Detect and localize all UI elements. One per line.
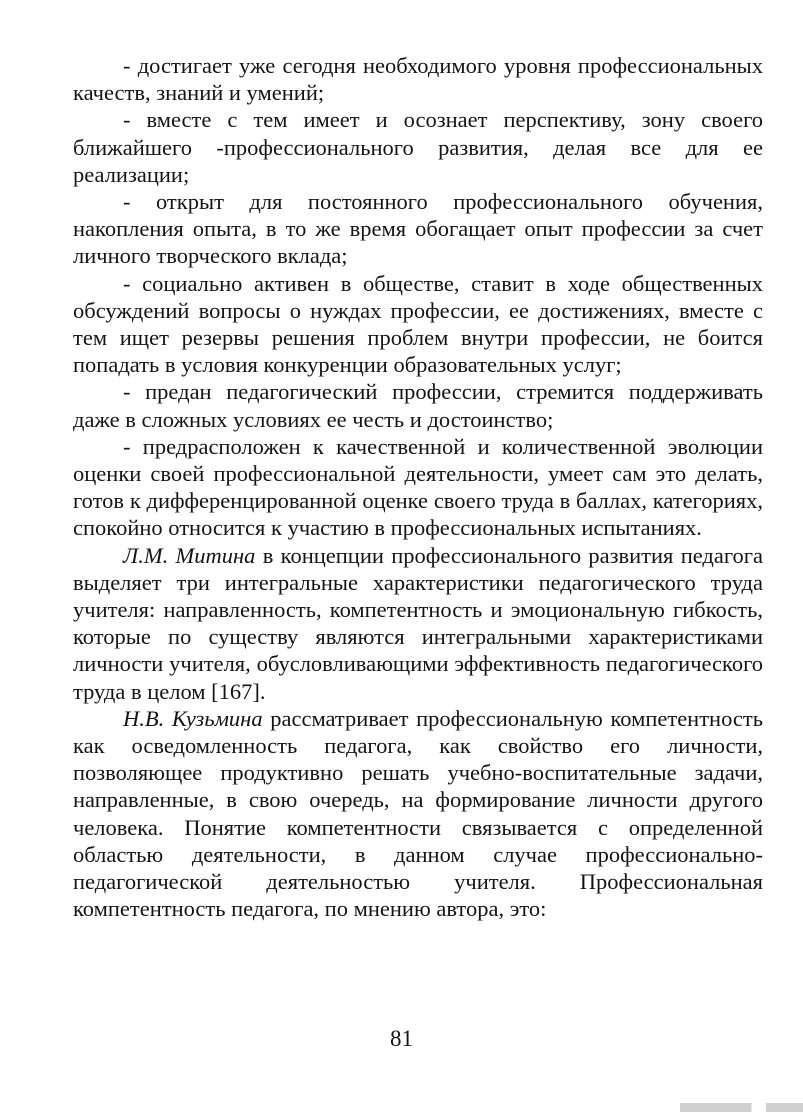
list-item-6: - предрасположен к качественной и количественной эволюции оценки своей профессиональной деятельности, умеет сам это делать, готов к дифференцированной оценке своего труда в баллах, категориях, спокойно относится к участию в профессиональных испытаниях. [73, 433, 763, 541]
paragraph-text: в концепции профессионального развития педагога выделяет три интегральные характеристики педагогического труда учителя: направленность, компетентность и эмоциональную гибкость, которые по существу являются интегральными характеристиками личности учителя, обусловливающими эффективность педагогического труда в целом [167]. [73, 542, 763, 704]
body-text [73, 52, 763, 923]
list-item-1: - достигает уже сегодня необходимого уровня профессиональных качеств, знаний и умений; [73, 53, 763, 106]
list-item-3: - открыт для постоянного профессионального обучения, накопления опыта, в то же время обогащает опыт профессии за счет личного творческого вклада; [73, 189, 763, 269]
paragraph-kuzmina [73, 705, 763, 923]
list-item-4: - социально активен в обществе, ставит в ходе общественных обсуждений вопросы о нуждах профессии, ее достижениях, вместе с тем ищет резервы решения проблем внутри профессии, не боится попадать в условия конкуренции образовательных услуг; [73, 270, 763, 378]
list-item-2: - вместе с тем имеет и осознает перспективу, зону своего ближайшего -профессионального развития, делая все для ее реализации; [73, 107, 763, 187]
author-name: Н.В. Кузьмина [123, 705, 263, 731]
list-item-5: - предан педагогический профессии, стремится поддерживать даже в сложных условиях ее честь и достоинство; [73, 379, 763, 432]
paragraph-mitina [73, 542, 763, 705]
page-number: 81 [390, 1026, 413, 1051]
author-name: Л.М. Митина [123, 542, 256, 568]
paragraph-text: рассматривает профессиональную компетентность как осведомленность педагога, как свойство его личности, позволяющее продуктивно решать учебно-воспитательные задачи, направленные, в свою очередь, на формирование личности другого человека. Понятие компетентности связывается с определенной областью деятельности, в данном случае профессионально-педагогической деятельностью учителя. Профессиональная компетентность педагога, по мнению автора, это: [73, 705, 763, 922]
scan-artifact [680, 1103, 803, 1112]
